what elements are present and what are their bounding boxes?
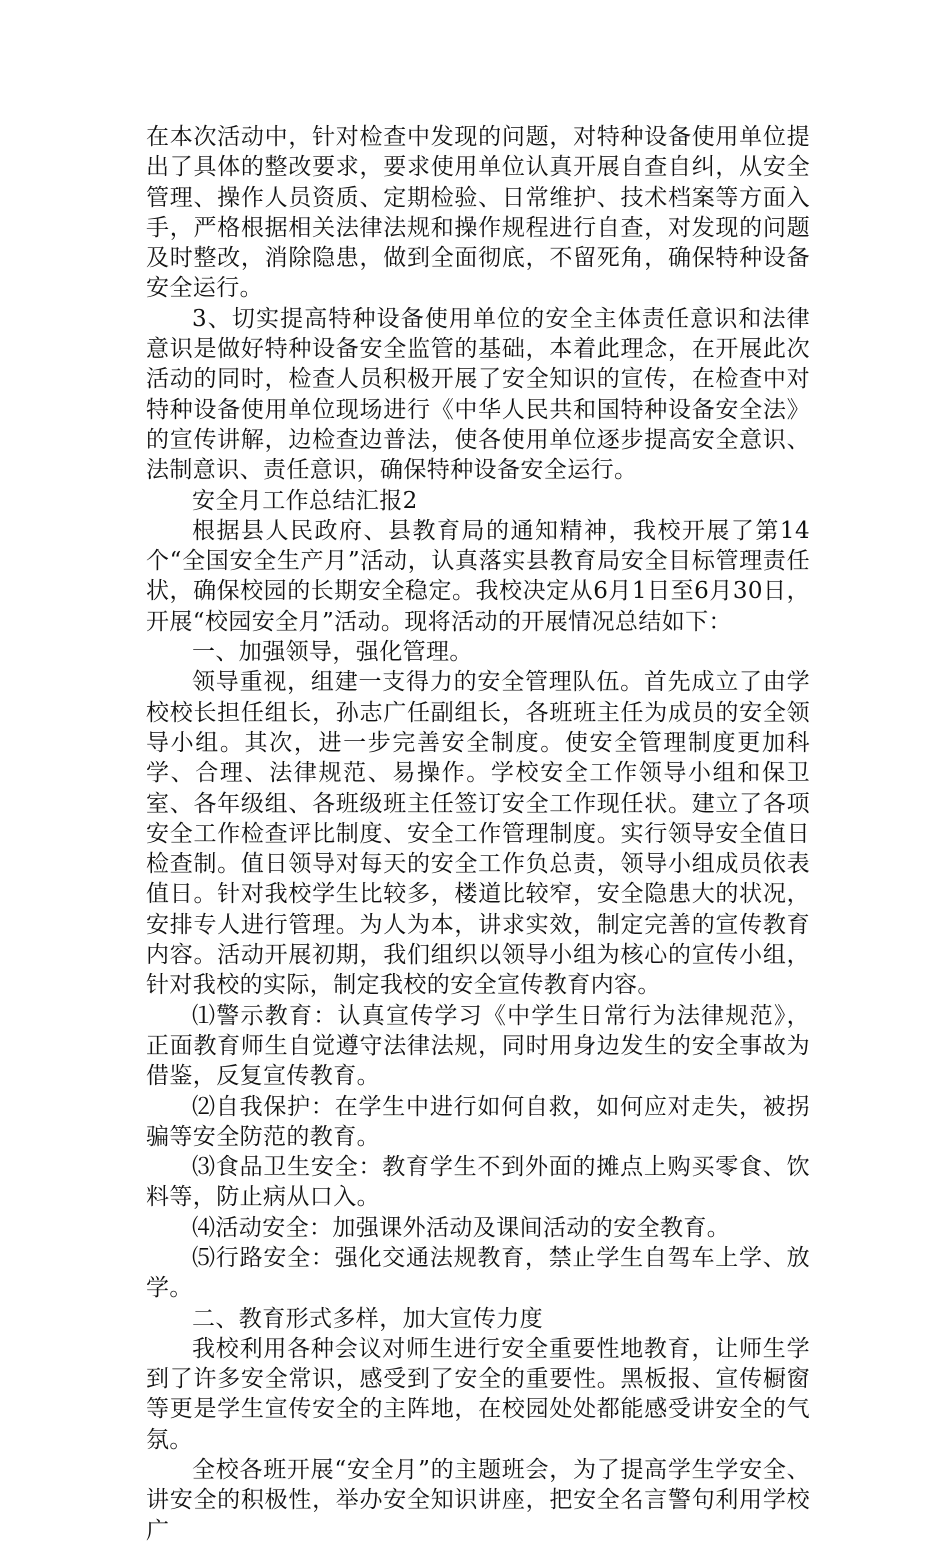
paragraph: 在本次活动中，针对检查中发现的问题，对特种设备使用单位提出了具体的整改要求，要求使用单位认真开展自查自纠，从安全管理、操作人员资质、定期检验、日常维护、技术档案等方面入手，严格根据相关法律法规和操作规程进行自查，对发现的问题及时整改，消除隐患，做到全面彻底，不留死角，确保特种设备安全运行。 (146, 124, 810, 302)
section-heading: 安全月工作总结汇报2 (192, 487, 418, 514)
paragraph: 我校利用各种会议对师生进行安全重要性地教育，让师生学到了许多安全常识，感受到了安全的重要性。黑板报、宣传橱窗等更是学生宣传安全的主阵地，在校园处处都能感受讲安全的气氛。 (146, 1335, 810, 1453)
paragraph: 根据县人民政府、县教育局的通知精神，我校开展了第14个“全国安全生产月”活动，认真落实县教育局安全目标管理责任状，确保校园的长期安全稳定。我校决定从6月1日至6月30日，开展“校园安全月”活动。现将活动的开展情况总结如下： (146, 517, 810, 635)
section-heading: 一、加强领导，强化管理。 (192, 639, 473, 666)
list-item: ⑸行路安全：强化交通法规教育，禁止学生自驾车上学、放学。 (146, 1244, 810, 1302)
list-item: ⑵自我保护：在学生中进行如何自救，如何应对走失，被拐骗等安全防范的教育。 (146, 1093, 810, 1150)
document-body (146, 122, 810, 1546)
paragraph: 3、切实提高特种设备使用单位的安全主体责任意识和法律意识是做好特种设备安全监管的基础，本着此理念，在开展此次活动的同时，检查人员积极开展了安全知识的宣传，在检查中对特种设备使用单位现场进行《中华人民共和国特种设备安全法》的宣传讲解，边检查边普法，使各使用单位逐步提高安全意识、法制意识、责任意识，确保特种设备安全运行。 (146, 305, 810, 484)
paragraph: 全校各班开展“安全月”的主题班会，为了提高学生学安全、讲安全的积极性，举办安全知识讲座，把安全名言警句利用学校广 (146, 1457, 810, 1544)
list-item: ⑴警示教育：认真宣传学习《中学生日常行为法律规范》，正面教育师生自觉遵守法律法规，同时用身边发生的安全事故为借鉴，反复宣传教育。 (146, 1002, 810, 1090)
paragraph: 领导重视，组建一支得力的安全管理队伍。首先成立了由学校校长担任组长，孙志广任副组长，各班班主任为成员的安全领导小组。其次，进一步完善安全制度。使安全管理制度更加科学、合理、法律规范、易操作。学校安全工作领导小组和保卫室、各年级组、各班级班主任签订安全工作现任状。建立了各项安全工作检查评比制度、安全工作管理制度。实行领导安全值日检查制。值日领导对每天的安全工作负总责，领导小组成员依表值日。针对我校学生比较多，楼道比较窄，安全隐患大的状况，安排专人进行管理。为人为本，讲求实效，制定完善的宣传教育内容。活动开展初期，我们组织以领导小组为核心的宣传小组，针对我校的实际，制定我校的安全宣传教育内容。 (146, 669, 810, 999)
section-heading: 二、教育形式多样，加大宣传力度 (192, 1305, 543, 1332)
list-item: ⑷活动安全：加强课外活动及课间活动的安全教育。 (192, 1214, 731, 1241)
list-item: ⑶食品卫生安全：教育学生不到外面的摊点上购买零食、饮料等，防止病从口入。 (146, 1154, 810, 1211)
